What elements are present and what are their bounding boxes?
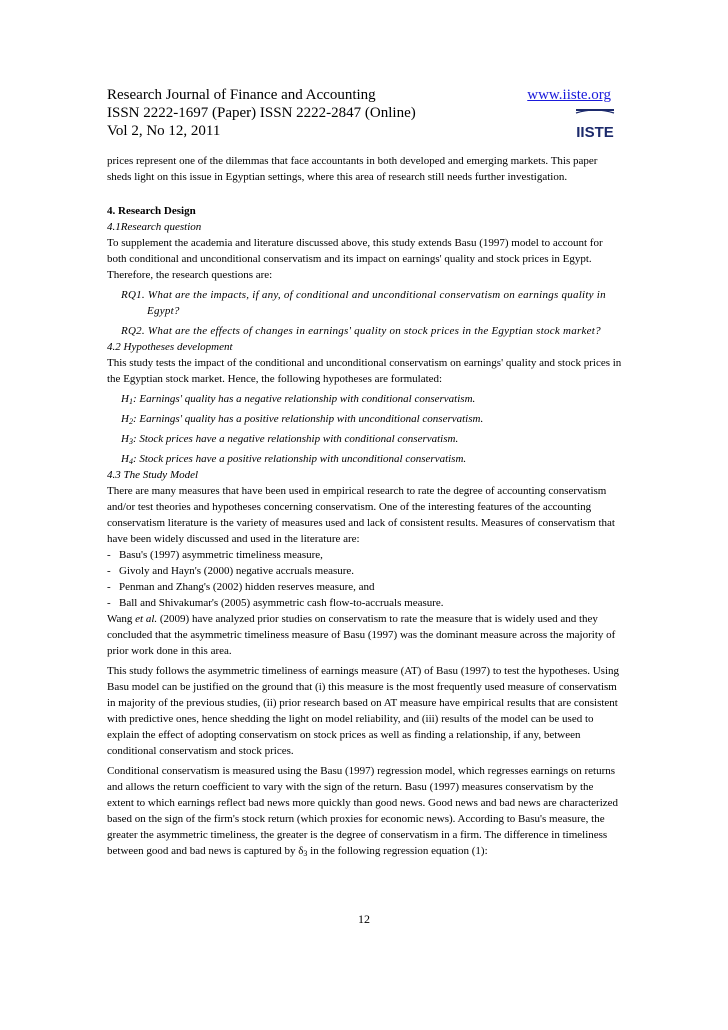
section-4-heading: 4. Research Design bbox=[107, 205, 196, 217]
study-follows-paragraph: This study follows the asymmetric timeliness of earnings measure (AT) of Basu (1997) to test the hypotheses. Using Basu model can be justified on the ground that (i) this measure is the most frequently used measure of conservatism in majority of the previous studies, (ii) prior research based on AT measure have empirical results that are consistent with predictive ones, hence shedding the light on model reliability, and (iii) results of the model can be used to explain the effect of adopting conservatism on stock prices as well as finding a relationship, if any, between conditional conservatism and stock prices. bbox=[107, 665, 620, 757]
iiste-logo bbox=[573, 107, 617, 141]
bullet-item: - Ball and Shivakumar's (2005) asymmetric cash flow-to-accruals measure. bbox=[107, 597, 444, 609]
section-4-3-paragraph: There are many measures that have been used in empirical research to rate the degree of accounting conservatism and/or test theories and hypotheses concerning conservatism. One of the interesting features of the accounting conservatism literature is the variety of measures used and lack of consistent results. Measures of conservatism that have been widely discussed and used in the literature are: bbox=[107, 485, 615, 545]
main-text bbox=[107, 153, 623, 859]
section-4-2-heading: 4.2 Hypotheses development bbox=[107, 341, 233, 353]
rq1-line-1: RQ1. What are the impacts, if any, of conditional and unconditional conservatism on earnings quality in bbox=[121, 289, 606, 301]
bullet-item: - Penman and Zhang's (2002) hidden reserves measure, and bbox=[107, 581, 375, 593]
hypothesis-3: $H_3$: Stock prices have a negative relationship with conditional conservatism. bbox=[121, 433, 459, 446]
section-4-1-heading: 4.1Research question bbox=[107, 221, 202, 233]
page-header bbox=[107, 86, 623, 140]
research-question-1 bbox=[107, 287, 623, 319]
hypothesis-1: $H_1$: Earnings' quality has a negative relationship with conditional conservatism. bbox=[121, 393, 476, 406]
logo-text: IISTE bbox=[576, 124, 614, 141]
wang-paragraph: Wang et al. (2009) have analyzed prior studies on conservatism to rate the measure that is widely used and they concluded that the asymmetric timeliness measure of Basu (1997) was the dominant measure across the majority of prior work done in this area. bbox=[107, 613, 616, 657]
section-4-1-paragraph: To supplement the academia and literature discussed above, this study extends Basu (1997) model to account for both conditional and unconditional conservatism and its impact on earnings' quality and stock prices in Egypt. Therefore, the research questions are: bbox=[107, 237, 603, 281]
page-number: 12 bbox=[358, 912, 370, 926]
journal-url-link[interactable]: www.iiste.org bbox=[527, 87, 611, 103]
intro-paragraph: prices represent one of the dilemmas that face accountants in both developed and emerging markets. This paper sheds light on this issue in Egyptian settings, where this area of research still needs further investigation. bbox=[107, 155, 598, 183]
hypothesis-2: $H_2$: Earnings' quality has a positive relationship with unconditional conservatism. bbox=[121, 413, 484, 426]
volume-line: Vol 2, No 12, 2011 bbox=[107, 123, 221, 139]
hypothesis-4: $H_4$: Stock prices have a positive relationship with unconditional conservatism. bbox=[121, 453, 467, 466]
bullet-item: - Givoly and Hayn's (2000) negative accruals measure. bbox=[107, 565, 355, 577]
conditional-conservatism-paragraph: Conditional conservatism is measured using the Basu (1997) regression model, which regresses earnings on returns and allows the return coefficient to vary with the sign of the return. Basu (1997) measures conservatism by the extent to which earnings reflect bad news more quickly than good news. Good news and bad news are characterized based on the sign of the firm's stock return (which proxies for economic news). According to Basu's measure, the greater the asymmetric timeliness, the greater is the degree of conservatism in a firm. The difference in timeliness between good and bad news is captured by $\delta_3$ in the following regression equation (1): bbox=[107, 765, 619, 858]
journal-title: Research Journal of Finance and Accounting bbox=[107, 87, 376, 103]
section-4-3-heading: 4.3 The Study Model bbox=[107, 469, 199, 481]
section-4-2-paragraph: This study tests the impact of the conditional and unconditional conservatism on earnings' quality and stock prices in the Egyptian stock market. Hence, the following hypotheses are formulated: bbox=[107, 357, 622, 385]
research-question-2: RQ2. What are the effects of changes in earnings' quality on stock prices in the Egyptian stock market? bbox=[121, 325, 601, 337]
issn-line: ISSN 2222-1697 (Paper) ISSN 2222-2847 (Online) bbox=[107, 105, 416, 121]
bullet-item: - Basu's (1997) asymmetric timeliness measure, bbox=[107, 549, 323, 561]
rq1-line-2: Egypt? bbox=[147, 305, 180, 317]
